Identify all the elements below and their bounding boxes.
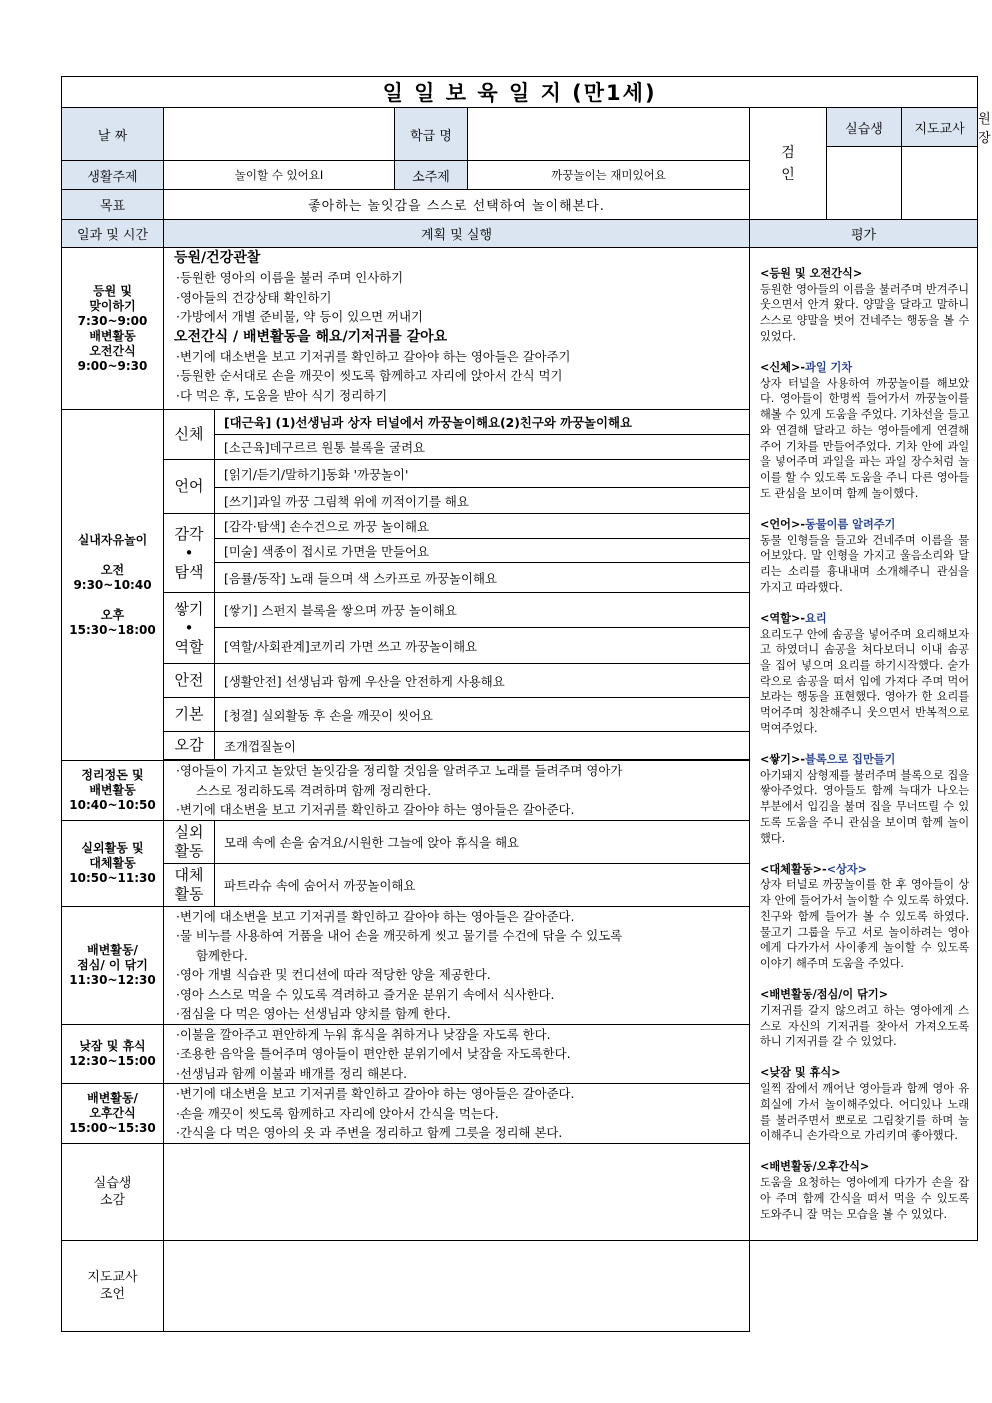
signer-mentor: 지도교사	[902, 108, 978, 147]
mentor-advice-field[interactable]	[164, 1240, 750, 1331]
class-label: 학급 명	[395, 108, 468, 161]
evaluation-title-text: <낮잠 및 휴식>	[760, 1066, 841, 1080]
lunch-item: ·변기에 대소변을 보고 기저귀를 확인하고 갈아야 하는 영아들은 갈아준다.	[176, 908, 575, 924]
snack-time-label	[62, 1084, 164, 1144]
arrival-item: ·다 먹은 후, 도움을 받아 식기 정리하기	[176, 387, 388, 403]
evaluation-section	[760, 752, 969, 846]
theme-value: 놀이할 수 있어요Ⅰ	[164, 161, 395, 190]
evaluation-text: 동물 인형들을 들고와 건네주며 이름을 물어보았다. 말 인형을 가지고 울음소리와 달리는 소리를 흉내내며 소개해주니 관심을 가지고 따라했다.	[760, 533, 970, 594]
evaluation-section	[760, 611, 969, 737]
lunch-label-1: 배변활동/	[87, 942, 138, 957]
freeplay-label-2: 오전	[100, 562, 125, 577]
snack-label-1: 배변활동/	[87, 1090, 138, 1105]
freeplay-label-5: 15:30~18:00	[69, 622, 156, 637]
block-activity-1: [쌓기] 스펀지 블록을 쌓으며 까꿍 놀이해요	[215, 593, 750, 628]
signer-student: 실습생	[827, 108, 902, 147]
evaluation-title-text: <배변활동/오후간식>	[760, 1160, 870, 1174]
arrival-item: ·등원한 영아의 이름을 불러 주며 인사하기	[176, 270, 404, 285]
arrival-label-4: 배변활동	[89, 328, 136, 343]
subtheme-value: 까꿍놀이는 재미있어요	[468, 161, 750, 190]
lunch-label-2: 점심/ 이 닦기	[77, 957, 148, 972]
evaluation-title	[760, 752, 969, 768]
outdoor-label-2: 대체활동	[89, 855, 136, 870]
outdoor-time-label	[62, 820, 164, 906]
evaluation-title	[760, 987, 969, 1003]
evaluation-section	[760, 987, 969, 1050]
nap-plan	[164, 1024, 750, 1084]
evaluation-section	[760, 862, 969, 972]
lang-activity-2: [쓰기]과일 까꿍 그림책 위에 끼적이기를 해요	[215, 488, 750, 514]
nap-item: ·이불을 깔아주고 편안하게 누워 휴식을 취하거나 낮잠을 자도록 한다.	[176, 1026, 551, 1042]
date-label: 날 짜	[62, 108, 164, 161]
outdoor-activity: 모래 속에 손을 숨겨요/시원한 그늘에 앉아 휴식을 해요	[215, 820, 750, 863]
evaluation-subtitle: 과일 기차	[805, 361, 853, 375]
evaluation-title	[760, 517, 969, 533]
evaluation-text: 기저귀를 갈지 않으려고 하는 영아에게 스스로 자신의 기저귀를 찾아서 가져오도록 하니 기저귀를 갈 수 있었다.	[760, 1003, 970, 1049]
goal-label: 목표	[62, 190, 164, 220]
evaluation-subtitle: 블록으로 집만들기	[805, 752, 896, 766]
daily-care-journal	[61, 76, 991, 1323]
freeplay-label-1: 실내자유놀이	[77, 532, 148, 547]
arrival-heading-2: 오전간식 / 배변활동을 해요/기저귀를 갈아요	[174, 328, 448, 345]
area-sense: 감각 • 탐색	[164, 514, 215, 593]
arrival-plan	[164, 248, 750, 410]
mentor-label-1: 지도교사	[87, 1269, 138, 1285]
freeplay-time-label	[62, 410, 164, 761]
evaluation-section	[760, 1159, 969, 1222]
goal-value: 좋아하는 놀잇감을 스스로 선택하여 놀이해본다.	[164, 190, 750, 220]
snack-label-2: 오후간식	[89, 1105, 136, 1120]
evaluation-text: 아기돼지 삼형제를 불러주며 블록으로 집을 쌓아주었다. 영아들도 함께 늑대가 나오는 부분에서 입김을 불며 집을 무너뜨릴 수 있도록 도움을 주니 관심을 보이며 함께 놀이했다.	[760, 768, 970, 845]
area-block: 쌓기 • 역할	[164, 593, 215, 664]
arrival-item: ·변기에 대소변을 보고 기저귀를 확인하고 갈아야 하는 영아들은 갈아주기	[176, 348, 571, 364]
freeplay-label-4: 오후	[100, 607, 125, 622]
arrival-heading-1: 등원/건강관찰	[174, 250, 261, 266]
col-time-header: 일과 및 시간	[62, 220, 164, 248]
nap-label-2: 12:30~15:00	[69, 1053, 156, 1068]
evaluation-section	[760, 266, 969, 345]
col-plan-header: 계획 및 실행	[164, 220, 750, 248]
snack-plan	[164, 1084, 750, 1144]
lunch-item: 함께한다.	[196, 947, 248, 963]
evaluation-title-text: <배변활동/점심/이 닦기>	[760, 988, 889, 1002]
arrival-label-5: 오전간식	[89, 343, 136, 358]
area-basic: 기본	[164, 698, 215, 732]
body-activity-1: [대근육] (1)선생님과 상자 터널에서 까꿍놀이해요(2)친구와 까꿍놀이해요	[215, 410, 750, 435]
theme-label: 생활주제	[62, 161, 164, 190]
basic-activity: [청결] 실외활동 후 손을 깨끗이 씻어요	[215, 698, 750, 732]
evaluation-title	[760, 1065, 969, 1081]
evaluation-text: 등원한 영아들의 이름을 불러주며 반겨주니 웃으면서 안겨 왔다. 양말을 달라고 말하니 스스로 양말을 벗어 건네주는 행동을 볼 수 있었다.	[760, 282, 970, 343]
sense-activity-1: [감각·탐색] 손수건으로 까꿍 놀이해요	[215, 514, 750, 539]
evaluation-section	[760, 360, 969, 501]
snack-item: ·간식을 다 먹은 영아의 옷 과 주변을 정리하고 함께 그릇을 정리해 본다.	[176, 1125, 563, 1140]
arrival-label-1: 등원 및	[93, 283, 132, 298]
snack-item: ·손을 깨끗이 씻도록 함께하고 자리에 앉아서 간식을 먹는다.	[176, 1105, 499, 1121]
sense-activity-2: [미술] 색종이 접시로 가면을 만들어요	[215, 539, 750, 563]
cleanup-item: ·영아들이 가지고 놀았던 놀잇감을 정리할 것임을 알려주고 노래를 들려주며 영아가	[176, 763, 623, 778]
date-value[interactable]	[164, 108, 395, 161]
lunch-item: ·물 비누를 사용하여 거품을 내어 손을 깨끗하게 씻고 물기를 수건에 닦을 수 있도록	[176, 928, 623, 943]
alternate-activity: 파트라슈 속에 숨어서 까꿍놀이해요	[215, 863, 750, 906]
outdoor-label-3: 10:50~11:30	[69, 870, 156, 885]
cleanup-item: ·변기에 대소변을 보고 기저귀를 확인하고 갈아야 하는 영아들은 갈아준다.	[176, 802, 575, 817]
cleanup-item: 스스로 정리하도록 격려하며 함께 정리한다.	[196, 782, 432, 798]
lunch-item: ·점심을 다 먹은 영아는 선생님과 양치를 함께 한다.	[176, 1006, 451, 1021]
nap-item: ·조용한 음악을 틀어주며 영아들이 편안한 분위기에서 낮잠을 자도록한다.	[176, 1046, 571, 1061]
body-activity-2: [소근육]데구르르 원통 블록을 굴려요	[215, 435, 750, 460]
mentor-advice-label	[62, 1240, 164, 1331]
area-language: 언어	[164, 460, 215, 514]
student-reflection-label	[62, 1143, 164, 1240]
subtheme-label: 소주제	[395, 161, 468, 190]
evaluation-subtitle: 요리	[805, 611, 827, 625]
evaluation-section	[760, 517, 969, 596]
journal-table: 일 일 보 육 일 지 (만1세) 날 짜 학급 명 검 인 실습생 지도교사 원장 생활주제 놀이할 수 있어요Ⅰ 소주제 까꿍놀이는 재미있어요 목표 좋아하는 놀잇감을 스스로 선택하여 놀이해본다. 일과 및 시간 계획 및 실행 평가 등원 및 맞이하기 7:30~9:00 배변활동 오전간식 9:00~9:30 등원/건강관찰 ·등원한 영아의 이름을 불러 주며 인사하기 ·영아들의 건강상태 확인하기 ·가방에서 개별 준비물, 약 등이 있으면 꺼내기 오전간식 / 배변활동을 해요/기저귀를 갈아요 ·변기에 대소변을 보고 기저귀를 확인하고 갈아야 하는 영아들은 갈아주기 ·등원한 순서대로 손을 깨끗이 씻도록 함께하고 자리에 앉아서 간식 먹기 ·다 먹은 후, 도움을 받아 식기 정리하기 <등원 및 오전간식> 등원한 영아들의 이름을 불러주며 반겨주니 웃으면서 안겨 왔다. 양말을 달라고 말하니 스스로 양말을 벗어 건네주는 행동을 볼 수 있었다. <신체>-과일 기차 상자 터널을 사용하여 까꿍놀이를 해보았다. 영아들이 한명씩 들어가서 까꿍놀이를 해볼 수 있게 도움을 주었다. 기차선을 들고와 연결해 달라고 하는 영아들에게 연결해주어 기차를 만들어주었다. 기차 안에 과일을 넣어주며 과일을 파는 과일 장수처럼 놀이를 할 수 있도록 도움을 주니 다른 영아들도 관심을 보이며 함께 놀이했다. <언어>-동물이름 알려주기 동물 인형들을 들고와 건네주며 이름을 물어보았다. 말 인형을 가지고 울음소리와 달리는 소리를 흉내내며 소개해주니 관심을 가지고 따라했다. <역할>-요리 요리도구 안에 솜공을 넣어주며 요리해보자고 하였더니 솜공을 쳐다보더니 이내 솜공을 집어 넣으며 요리를 하기시작했다. 숟가락으로 솜공을 떠서 입에 가져다 주며 먹어보라는 행동을 표현했다. 영아가 한 요리를 먹어주며 칭찬해주니 웃으면서 반복적으로 먹여주었다. <쌓기>-블록으로 집만들기 아기돼지 삼형제를 불러주며 블록으로 집을 쌓아주었다. 영아들도 함께 늑대가 나오는 부분에서 입김을 불며 집을 무너뜨릴 수 있도록 도움을 주니 관심을 보이며 함께 놀이했다. <대체활동>-<상자> 상자 터널로 까꿍놀이를 한 후 영아들이 상자 안에 들어가서 놀이할 수 있도록 하였다. 친구와 함께 들어가 볼 수 있도록 하였다. 물고기 그룹을 두고 서로 놀이하려는 영아에게 다가가서 사이좋게 놀이할 수 있도록 이야기 해주며 도움을 주었다. <배변활동/점심/이 닦기> 기저귀를 갈지 않으려고 하는 영아에게 스스로 자신의 기저귀를 찾아서 가져오도록 하니 기저귀를 갈 수 있었다. <낮잠 및 휴식> 일찍 잠에서 깨어난 영아들과 함께 영아 유희실에 가서 놀이해주었다. 어디있나 노래를 불러주면서 뽀로로 그림찾기를 하며 놀이해주니 손가락으로 가리키며 좋아했다. <배변활동/오후간식> 도움을 요청하는 영아에게 다가가 손을 잡아 주며 함께 간식을 떠서 먹을 수 있도록 도와주니 잘 먹는 모습을 볼 수 있었다. 실내자유놀이 오전 9:30~10:40 오후 15:30~18:00 신체 [대근육] (1)선생님과 상자 터널에서 까꿍놀이해요(2)친구와 까꿍놀이해요 [소근육]데구르르 원통 블록을 굴려요 언어 [읽기/듣기/말하기]동화 '까꿍놀이' [쓰기]과일 까꿍 그림책 위에 끼적이기를 해요 감각 • 탐색 [감각·탐색] 손수건으로 까꿍 놀이해요 [미술] 색종이 접시로 가면을 만들어요 [음률/동작] 노래 들으며 색 스카프로 까꿍놀이해요 쌓기 • 역할 [쌓기] 스펀지 블록을 쌓으며 까꿍 놀이해요 [역할/사회관계]코끼리 가면 쓰고 까꿍놀이해요 안전 [생활안전] 선생님과 함께 우산을 안전하게 사용해요 기본 [청결] 실외활동 후 손을 깨끗이 씻어요 오감 조개껍질놀이 정리정돈 및 배변활동 10:40~10:50 ·영아들이 가지고 놀았던 놀잇감을 정리할 것임을 알려주고 노래를 들려주며 영아가 스스로 정리하도록 격려하며 함께 정리한다. ·변기에 대소변을 보고 기저귀를 확인하고 갈아야 하는 영아들은 갈아준다. 실외활동 및 대체활동 10:50~11:30 실외 활동 모래 속에 손을 숨겨요/시원한 그늘에 앉아 휴식을 해요 대체 활동 파트라슈 속에 숨어서 까꿍놀이해요 배변활동/ 점심/ 이 닦기 11:30~12:30 ·변기에 대소변을 보고 기저귀를 확인하고 갈아야 하는 영아들은 갈아준다. ·물 비누를 사용하여 거품을 내어 손을 깨끗하게 씻고 물기를 수건에 닦을 수 있도록 함께한다. ·영아 개별 식습관 및 컨디션에 따라 적당한 양을 제공한다. ·영아 스스로 먹을 수 있도록 격려하고 즐거운 분위기 속에서 식사한다. ·점심을 다 먹은 영아는 선생님과 양치를 함께 한다. 낮잠 및 휴식 12:30~15:00 ·이불을 깔아주고 편안하게 누워 휴식을 취하거나 낮잠을 자도록 한다. ·조용한 음악을 틀어주며 영아들이 편안한 분위기에서 낮잠을 자도록한다. ·선생님과 함께 이불과 배개를 정리 해본다. 배변활동/ 오후간식 15:00~15:30 ·변기에 대소변을 보고 기저귀를 확인하고 갈아야 하는 영아들은 갈아준다. ·손을 깨끗이 씻도록 함께하고 자리에 앉아서 간식을 먹는다. ·간식을 다 먹은 영아의 옷 과 주변을 정리하고 함께 그릇을 정리해 본다. 실습생 소감 지도교사 조언	[61, 76, 978, 1332]
student-label-2: 소감	[99, 1192, 126, 1208]
cleanup-label-2: 배변활동	[89, 782, 136, 797]
student-label-1: 실습생	[93, 1175, 132, 1191]
cleanup-time-label	[62, 761, 164, 821]
cleanup-label-3: 10:40~10:50	[69, 797, 156, 812]
outdoor-activity-label: 실외 활동	[164, 820, 215, 863]
mentor-label-2: 조언	[99, 1286, 126, 1302]
lang-activity-1: [읽기/듣기/말하기]동화 '까꿍놀이'	[215, 460, 750, 488]
area-senses: 오감	[164, 732, 215, 760]
lunch-label-3: 11:30~12:30	[69, 972, 156, 987]
snack-label-3: 15:00~15:30	[69, 1120, 156, 1135]
nap-time-label	[62, 1024, 164, 1084]
arrival-time-label	[62, 248, 164, 410]
evaluation-subtitle: <상자>	[826, 862, 867, 876]
nap-item: ·선생님과 함께 이불과 배개를 정리 해본다.	[176, 1065, 408, 1081]
sense-activity-3: [음률/동작] 노래 들으며 색 스카프로 까꿍놀이해요	[215, 563, 750, 593]
class-value[interactable]	[468, 108, 750, 161]
freeplay-label-3: 9:30~10:40	[73, 577, 152, 592]
area-body: 신체	[164, 410, 215, 460]
cleanup-label-1: 정리정돈 및	[81, 767, 144, 782]
senses-activity: 조개껍질놀이	[215, 732, 750, 760]
alternate-activity-label: 대체 활동	[164, 863, 215, 906]
area-safety: 안전	[164, 664, 215, 698]
lunch-item: ·영아 스스로 먹을 수 있도록 격려하고 즐거운 분위기 속에서 식사한다.	[176, 986, 555, 1002]
block-activity-2: [역할/사회관계]코끼리 가면 쓰고 까꿍놀이해요	[215, 628, 750, 664]
evaluation-title	[760, 1159, 969, 1175]
evaluation-title-text: <쌓기>-	[760, 752, 806, 766]
arrival-label-2: 맞이하기	[89, 298, 136, 313]
snack-item: ·변기에 대소변을 보고 기저귀를 확인하고 갈아야 하는 영아들은 갈아준다.	[176, 1086, 575, 1101]
evaluation-title-text: <등원 및 오전간식>	[760, 267, 863, 280]
evaluation-title-text: <신체>-	[760, 361, 806, 375]
evaluation-title-text: <언어>-	[760, 517, 806, 531]
sign-box-mentor[interactable]	[902, 147, 978, 220]
evaluation-title-text: <역할>-	[760, 611, 806, 625]
arrival-label-6: 9:00~9:30	[77, 358, 148, 373]
evaluation-text: 상자 터널을 사용하여 까꿍놀이를 해보았다. 영아들이 한명씩 들어가서 까꿍놀이를 해볼 수 있게 도움을 주었다. 기차선을 들고와 연결해 달라고 하는 영아들에게 연결해주어 기차를 만들어주었다. 기차 안에 과일을 넣어주며 과일을 파는 과일 장수처럼 놀이를 할 수 있도록 도움을 주니 다른 영아들도 관심을 보이며 함께 놀이했다.	[760, 376, 970, 500]
arrival-item: ·영아들의 건강상태 확인하기	[176, 289, 332, 305]
arrival-label-3: 7:30~9:00	[77, 313, 148, 328]
evaluation-title-text: <대체활동>-	[760, 862, 827, 876]
evaluation-title	[760, 611, 969, 627]
arrival-item: ·가방에서 개별 준비물, 약 등이 있으면 꺼내기	[176, 309, 423, 324]
cleanup-plan	[164, 761, 750, 821]
evaluation-text: 상자 터널로 까꿍놀이를 한 후 영아들이 상자 안에 들어가서 놀이할 수 있도록 하였다. 친구와 함께 들어가 볼 수 있도록 하였다. 물고기 그룹을 두고 서로 놀이하려는 영아에게 다가가서 사이좋게 놀이할 수 있도록 이야기 해주며 도움을 주었다.	[760, 878, 970, 970]
evaluation-title	[760, 266, 969, 282]
evaluation-cell	[750, 248, 978, 1241]
sign-box-student[interactable]	[827, 147, 902, 220]
safety-activity: [생활안전] 선생님과 함께 우산을 안전하게 사용해요	[215, 664, 750, 698]
evaluation-section	[760, 1065, 969, 1144]
evaluation-list	[760, 266, 969, 1222]
inspect-label: 검 인	[750, 108, 827, 220]
evaluation-text: 도움을 요청하는 영아에게 다가가 손을 잡아 주며 함께 간식을 떠서 먹을 수 있도록 도와주니 잘 먹는 모습을 볼 수 있었다.	[760, 1176, 970, 1221]
outdoor-label-1: 실외활동 및	[81, 840, 144, 855]
evaluation-title	[760, 360, 969, 376]
lunch-plan	[164, 906, 750, 1024]
evaluation-title	[760, 862, 969, 878]
col-eval-header: 평가	[750, 220, 978, 248]
student-reflection-field[interactable]	[164, 1143, 750, 1240]
evaluation-text: 요리도구 안에 솜공을 넣어주며 요리해보자고 하였더니 솜공을 쳐다보더니 이내 솜공을 집어 넣으며 요리를 하기시작했다. 숟가락으로 솜공을 떠서 입에 가져다 주며 먹어보라는 행동을 표현했다. 영아가 한 요리를 먹어주며 칭찬해주니 웃으면서 반복적으로 먹여주었다.	[760, 627, 970, 735]
lunch-item: ·영아 개별 식습관 및 컨디션에 따라 적당한 양을 제공한다.	[176, 967, 491, 982]
arrival-item: ·등원한 순서대로 손을 깨끗이 씻도록 함께하고 자리에 앉아서 간식 먹기	[176, 368, 563, 383]
evaluation-text: 일찍 잠에서 깨어난 영아들과 함께 영아 유희실에 가서 놀이해주었다. 어디있나 노래를 불러주면서 뽀로로 그림찾기를 하며 놀이해주니 손가락으로 가리키며 좋아했다.	[760, 1082, 970, 1143]
lunch-time-label	[62, 906, 164, 1024]
nap-label-1: 낮잠 및 휴식	[79, 1038, 146, 1053]
page-title: 일 일 보 육 일 지 (만1세)	[62, 77, 978, 108]
evaluation-subtitle: 동물이름 알려주기	[805, 517, 896, 531]
